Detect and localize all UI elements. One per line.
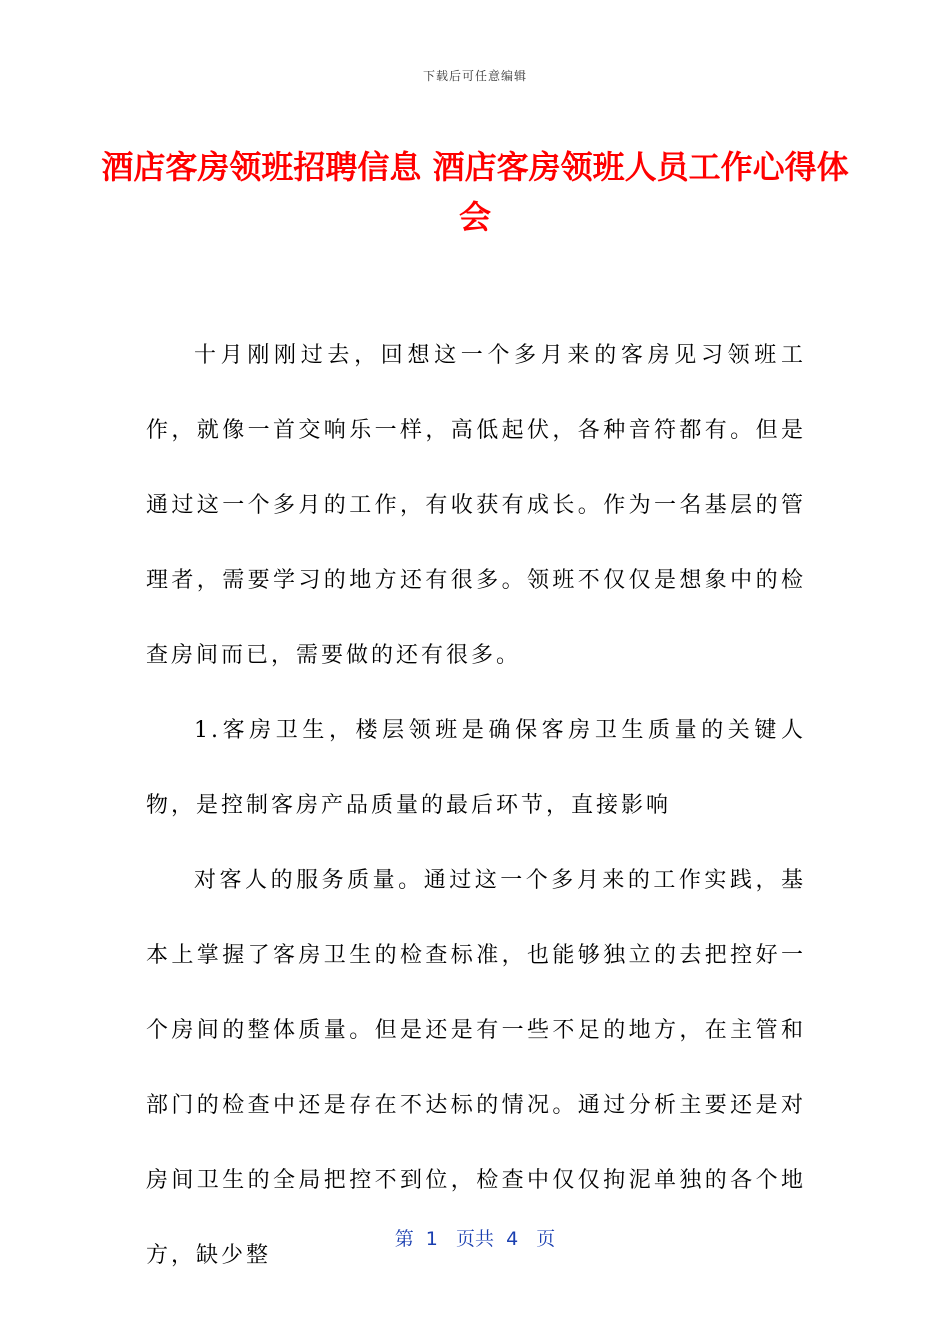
document-title: 酒店客房领班招聘信息 酒店客房领班人员工作心得体会 [101, 148, 849, 236]
paragraph: 十月刚刚过去，回想这一个多月来的客房见习领班工作，就像一首交响乐一样，高低起伏，各种音符都有。但是通过这一个多月的工作，有收获有成长。作为一名基层的管理者，需要学习的地方还有很多。领班不仅仅是想象中的检查房间而已，需要做的还有很多。 [146, 343, 806, 668]
paragraph: 1.客房卫生，楼层领班是确保客房卫生质量的关键人物，是控制客房产品质量的最后环节，直接影响 [146, 718, 806, 818]
paragraph: 对客人的服务质量。通过这一个多月来的工作实践，基本上掌握了客房卫生的检查标准，也能够独立的去把控好一个房间的整体质量。但是还是有一些不足的地方，在主管和部门的检查中还是存在不达标的情况。通过分析主要还是对房间卫生的全局把控不到位，检查中仅仅拘泥单独的各个地方，缺少整 [146, 868, 806, 1268]
header-note: 下载后可任意编辑 [422, 69, 527, 83]
document-body [146, 318, 806, 1293]
page-number-footer: 第 1 页共 4 页 [394, 1228, 556, 1250]
